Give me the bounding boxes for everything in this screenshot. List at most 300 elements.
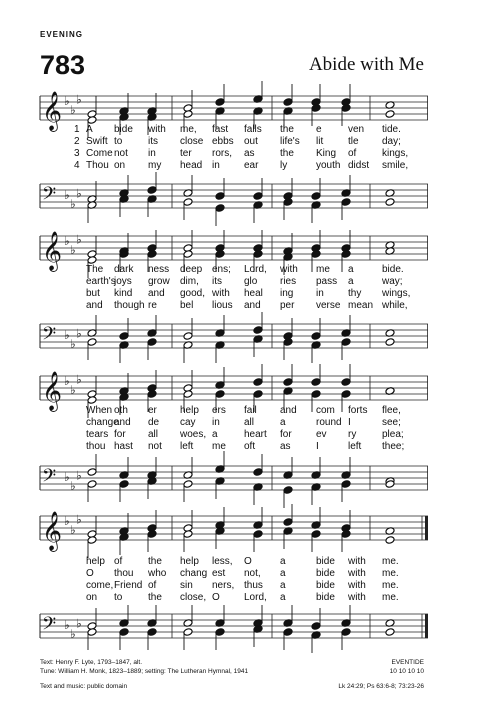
tune-name: EVENTIDE xyxy=(391,659,424,666)
note-head xyxy=(183,332,193,341)
bass-clef-icon: 𝄢 xyxy=(42,184,57,209)
note-head xyxy=(87,468,97,477)
note-head xyxy=(253,378,263,387)
lyric-syllable: fail xyxy=(244,405,257,416)
lyric-syllable: with xyxy=(212,288,230,299)
note-head xyxy=(311,332,321,341)
lyric-syllable: for xyxy=(280,429,292,440)
lyric-syllable: King xyxy=(316,148,337,159)
lyric-syllable: good, xyxy=(180,288,206,299)
note-head xyxy=(119,332,129,341)
lyric-line xyxy=(40,288,428,300)
lyric-syllable: left xyxy=(180,441,194,452)
note-head xyxy=(183,110,193,119)
text-credit: Text: Henry F. Lyte, 1793–1847, alt. xyxy=(40,659,143,666)
lyric-syllable: a xyxy=(348,264,354,275)
note-head xyxy=(385,338,395,347)
lyric-syllable: thy xyxy=(348,288,362,299)
hymn-title: Abide with Me xyxy=(308,54,424,75)
lyric-syllable: and xyxy=(148,288,165,299)
svg-text:♭: ♭ xyxy=(64,94,70,108)
note-head xyxy=(253,390,263,399)
lyric-line xyxy=(40,124,428,136)
lyric-syllable: est xyxy=(212,568,226,579)
lyric-syllable: in xyxy=(316,288,324,299)
note-head xyxy=(119,480,129,489)
rights-notice: Text and music: public domain xyxy=(40,683,128,690)
lyric-syllable: help xyxy=(180,556,199,567)
note-head xyxy=(311,622,321,631)
lyric-syllable: me. xyxy=(382,592,399,603)
lyric-syllable: re xyxy=(148,300,157,311)
note-head xyxy=(311,390,321,399)
lyric-syllable: a xyxy=(280,568,286,579)
lyric-syllable: me xyxy=(316,264,330,275)
lyric-syllable: e xyxy=(316,124,322,135)
lyric-syllable: ven xyxy=(348,124,365,135)
lyric-syllable: rors, xyxy=(212,148,232,159)
note-head xyxy=(311,104,321,113)
note-head xyxy=(215,250,225,259)
lyric-syllable: help xyxy=(180,405,199,416)
verse-number: 4 xyxy=(74,160,80,171)
lyric-syllable: heal xyxy=(244,288,263,299)
system-1-lyrics xyxy=(40,124,428,172)
lyric-syllable: me. xyxy=(382,568,399,579)
lyric-syllable: not xyxy=(148,441,162,452)
svg-text:♭: ♭ xyxy=(70,243,76,257)
svg-text:♭: ♭ xyxy=(76,186,82,201)
note-head xyxy=(385,536,395,545)
note-head xyxy=(283,338,293,347)
verse-number: 3 xyxy=(74,148,80,159)
lyric-syllable: though xyxy=(114,300,145,311)
note-head xyxy=(183,628,193,637)
system-2-bass-staff xyxy=(40,316,428,360)
lyric-syllable: and xyxy=(244,300,261,311)
lyric-syllable: ers xyxy=(212,405,226,416)
note-head xyxy=(341,390,351,399)
lyric-syllable: the xyxy=(280,148,294,159)
lyric-syllable: forts xyxy=(348,405,368,416)
bass-clef-icon: 𝄢 xyxy=(42,614,57,639)
lyric-line xyxy=(40,417,428,429)
meter: 10 10 10 10 xyxy=(389,668,424,675)
svg-text:♭: ♭ xyxy=(64,234,70,248)
lyric-syllable: all xyxy=(148,429,159,440)
lyric-syllable: less, xyxy=(212,556,233,567)
lyric-syllable: grow xyxy=(148,276,170,287)
svg-text:♭: ♭ xyxy=(76,232,82,247)
lyric-syllable: its xyxy=(148,136,158,147)
svg-text:♭: ♭ xyxy=(70,337,76,351)
bass-staff-lines xyxy=(40,176,428,220)
lyric-syllable: a xyxy=(280,556,286,567)
bass-staff-lines xyxy=(40,316,428,360)
lyric-syllable: ens; xyxy=(212,264,231,275)
lyric-syllable: kings, xyxy=(382,148,409,159)
lyric-syllable: left xyxy=(348,441,362,452)
note-head xyxy=(283,378,293,387)
note-head xyxy=(87,116,97,125)
note-head xyxy=(311,192,321,201)
note-head xyxy=(183,390,193,399)
lyric-syllable: way; xyxy=(382,276,403,287)
lyric-syllable: come, xyxy=(86,580,114,591)
lyric-syllable: with xyxy=(348,592,366,603)
note-head xyxy=(341,198,351,207)
lyric-syllable: Come xyxy=(86,148,113,159)
lyric-line xyxy=(40,592,428,604)
lyric-syllable: joys xyxy=(114,276,132,287)
note-head xyxy=(385,110,395,119)
lyric-syllable: all xyxy=(244,417,255,428)
bass-staff-lines xyxy=(40,458,428,502)
lyric-syllable: wings, xyxy=(382,288,411,299)
lyric-line xyxy=(40,429,428,441)
lyric-syllable: didst xyxy=(348,160,370,171)
lyric-syllable: oth xyxy=(114,405,128,416)
lyric-syllable: change xyxy=(86,417,119,428)
lyric-syllable: When xyxy=(86,405,113,416)
note-head xyxy=(147,186,157,195)
treble-clef-icon: 𝄞 xyxy=(42,231,63,271)
lyric-syllable: cay xyxy=(180,417,196,428)
note-head xyxy=(311,530,321,539)
note-head xyxy=(147,628,157,637)
lyric-syllable: on xyxy=(114,160,126,171)
svg-text:♭: ♭ xyxy=(76,372,82,387)
lyric-syllable: in xyxy=(212,160,220,171)
lyric-syllable: but xyxy=(86,288,100,299)
svg-text:♭: ♭ xyxy=(64,374,70,388)
lyric-syllable: ebbs xyxy=(212,136,234,147)
note-head xyxy=(253,250,263,259)
note-head xyxy=(87,338,97,347)
note-head xyxy=(87,256,97,265)
lyric-syllable: a xyxy=(280,580,286,591)
lyric-syllable: I xyxy=(348,417,351,428)
note-head xyxy=(253,468,263,477)
note-head xyxy=(87,536,97,545)
lyric-syllable: Thou xyxy=(86,160,109,171)
lyric-syllable: ev xyxy=(316,429,327,440)
lyric-syllable: thou xyxy=(86,441,106,452)
section-label: EVENING xyxy=(40,30,84,39)
treble-clef-icon: 𝄞 xyxy=(42,91,63,131)
lyric-syllable: help xyxy=(86,556,105,567)
svg-text:♭: ♭ xyxy=(64,188,70,202)
note-head xyxy=(283,98,293,107)
svg-text:♭: ♭ xyxy=(64,618,70,632)
lyric-syllable: earth's xyxy=(86,276,116,287)
lyric-line xyxy=(40,264,428,276)
lyric-syllable: ness xyxy=(148,264,170,275)
lyric-syllable: de xyxy=(148,417,160,428)
note-head xyxy=(341,338,351,347)
system-4-lyrics xyxy=(40,556,428,604)
lyric-syllable: bide xyxy=(316,580,335,591)
note-head xyxy=(147,530,157,539)
lyric-syllable: er xyxy=(148,405,157,416)
lyric-syllable: ries xyxy=(280,276,297,287)
lyric-syllable: chang xyxy=(180,568,208,579)
lyric-syllable: youth xyxy=(316,160,341,171)
note-head xyxy=(119,628,129,637)
lyric-syllable: Swift xyxy=(86,136,108,147)
lyric-syllable: of xyxy=(348,148,357,159)
lyric-line xyxy=(40,568,428,580)
tune-credit: Tune: William H. Monk, 1823–1889; setting: The Lutheran Hymnal, 1941 xyxy=(40,668,249,675)
lyric-syllable: life's xyxy=(280,136,300,147)
lyric-syllable: with xyxy=(348,568,366,579)
lyric-syllable: the xyxy=(280,124,294,135)
svg-text:♭: ♭ xyxy=(64,470,70,484)
note-head xyxy=(183,480,193,489)
lyric-syllable: the xyxy=(148,592,162,603)
lyric-syllable: me. xyxy=(382,556,399,567)
lyric-syllable: to xyxy=(114,592,123,603)
lyric-syllable: not xyxy=(114,148,128,159)
lyric-syllable: close, xyxy=(180,592,207,603)
lyric-syllable: fast xyxy=(212,124,229,135)
note-head xyxy=(311,250,321,259)
lyric-syllable: in xyxy=(212,417,220,428)
lyric-syllable: Lord, xyxy=(244,592,267,603)
lyric-syllable: ear xyxy=(244,160,259,171)
lyric-syllable: bide xyxy=(114,124,133,135)
lyric-syllable: com xyxy=(316,405,335,416)
svg-text:♭: ♭ xyxy=(70,479,76,493)
note-head xyxy=(87,628,97,637)
lyric-syllable: while, xyxy=(382,300,408,311)
lyric-syllable: bide. xyxy=(382,264,404,275)
lyric-syllable: with xyxy=(148,124,166,135)
lyric-syllable: A xyxy=(86,124,93,135)
note-head xyxy=(183,250,193,259)
lyric-syllable: thus xyxy=(244,580,263,591)
lyric-syllable: bide xyxy=(316,592,335,603)
lyric-syllable: me. xyxy=(382,580,399,591)
lyric-syllable: The xyxy=(86,264,104,275)
lyric-syllable: to xyxy=(114,136,123,147)
lyric-syllable: of xyxy=(148,580,157,591)
note-head xyxy=(215,390,225,399)
lyric-line xyxy=(40,276,428,288)
note-head xyxy=(341,104,351,113)
system-3-bass-staff xyxy=(40,458,428,502)
lyric-line xyxy=(40,148,428,160)
lyric-line xyxy=(40,160,428,172)
lyric-syllable: out xyxy=(244,136,258,147)
lyric-line xyxy=(40,136,428,148)
lyric-syllable: I xyxy=(316,441,319,452)
lyric-syllable: Friend xyxy=(114,580,143,591)
lyric-syllable: my xyxy=(148,160,162,171)
note-head xyxy=(253,192,263,201)
lyric-syllable: round xyxy=(316,417,342,428)
system-3-lyrics xyxy=(40,405,428,453)
treble-staff-lines xyxy=(40,508,428,552)
note-head xyxy=(147,390,157,399)
lyric-syllable: hast xyxy=(114,441,133,452)
svg-text:♭: ♭ xyxy=(76,92,82,107)
note-head xyxy=(215,204,225,213)
lyric-syllable: lious xyxy=(212,300,233,311)
lyric-syllable: dark xyxy=(114,264,134,275)
note-head xyxy=(341,378,351,387)
system-4-treble-staff xyxy=(40,508,428,552)
treble-clef-icon: 𝄞 xyxy=(42,371,63,411)
verse-number: 1 xyxy=(74,124,80,135)
lyric-syllable: and xyxy=(280,405,297,416)
lyric-syllable: as xyxy=(244,148,255,159)
bass-clef-icon: 𝄢 xyxy=(42,466,57,491)
note-head xyxy=(215,98,225,107)
note-head xyxy=(87,480,97,489)
lyric-line xyxy=(40,556,428,568)
lyric-syllable: me xyxy=(212,441,226,452)
note-head xyxy=(385,198,395,207)
lyric-syllable: sin xyxy=(180,580,193,591)
lyric-syllable: ter xyxy=(180,148,192,159)
note-head xyxy=(147,338,157,347)
lyric-syllable: with xyxy=(348,580,366,591)
lyric-syllable: not, xyxy=(244,568,261,579)
lyric-syllable: a xyxy=(212,429,218,440)
bass-staff-lines xyxy=(40,606,428,650)
note-head xyxy=(183,198,193,207)
lyric-syllable: ners, xyxy=(212,580,235,591)
note-head xyxy=(283,198,293,207)
lyric-syllable: in xyxy=(148,148,156,159)
lyric-syllable: O xyxy=(244,556,252,567)
note-head xyxy=(215,628,225,637)
lyric-syllable: close xyxy=(180,136,204,147)
lyric-syllable: ry xyxy=(348,429,357,440)
lyric-syllable: dim, xyxy=(180,276,199,287)
note-head xyxy=(215,192,225,201)
lyric-syllable: bel xyxy=(180,300,194,311)
note-head xyxy=(283,628,293,637)
note-head xyxy=(341,250,351,259)
svg-text:♭: ♭ xyxy=(76,512,82,527)
lyric-syllable: with xyxy=(280,264,298,275)
lyric-syllable: a xyxy=(280,417,286,428)
lyric-line xyxy=(40,441,428,453)
lyric-line xyxy=(40,580,428,592)
lyric-syllable: the xyxy=(148,556,162,567)
lyric-syllable: plea; xyxy=(382,429,404,440)
note-head xyxy=(283,518,293,527)
note-head xyxy=(183,530,193,539)
hymn-number: 783 xyxy=(40,50,86,80)
lyric-syllable: falls xyxy=(244,124,262,135)
lyric-syllable: O xyxy=(212,592,220,603)
lyric-line xyxy=(40,300,428,312)
system-2-lyrics xyxy=(40,264,428,312)
svg-text:♭: ♭ xyxy=(76,468,82,483)
svg-text:♭: ♭ xyxy=(70,627,76,641)
svg-text:♭: ♭ xyxy=(76,616,82,631)
lyric-syllable: tears xyxy=(86,429,109,440)
system-1-bass-staff xyxy=(40,176,428,220)
note-head xyxy=(341,530,351,539)
lyric-syllable: verse xyxy=(316,300,341,311)
lyric-syllable: lit xyxy=(316,136,324,147)
lyric-syllable: who xyxy=(148,568,167,579)
bass-clef-icon: 𝄢 xyxy=(42,324,57,349)
lyric-syllable: bide xyxy=(316,568,335,579)
verse-number: 2 xyxy=(74,136,80,147)
lyric-syllable: O xyxy=(86,568,94,579)
lyric-syllable: me, xyxy=(180,124,197,135)
note-head xyxy=(253,326,263,335)
lyric-syllable: on xyxy=(86,592,98,603)
svg-text:♭: ♭ xyxy=(70,197,76,211)
lyric-syllable: per xyxy=(280,300,295,311)
lyric-syllable: flee, xyxy=(382,405,401,416)
lyric-syllable: oft xyxy=(244,441,256,452)
svg-text:♭: ♭ xyxy=(70,523,76,537)
svg-text:♭: ♭ xyxy=(70,383,76,397)
lyric-syllable: and xyxy=(114,417,131,428)
lyric-syllable: with xyxy=(348,556,366,567)
lyric-syllable: ly xyxy=(280,160,288,171)
svg-text:♭: ♭ xyxy=(64,514,70,528)
lyric-syllable: mean xyxy=(348,300,374,311)
lyric-syllable: thou xyxy=(114,568,134,579)
note-head xyxy=(341,628,351,637)
lyric-syllable: kind xyxy=(114,288,133,299)
lyric-syllable: smile, xyxy=(382,160,409,171)
lyric-syllable: ing xyxy=(280,288,294,299)
note-head xyxy=(385,628,395,637)
lyric-syllable: its xyxy=(212,276,222,287)
lyric-syllable: pass xyxy=(316,276,338,287)
lyric-syllable: heart xyxy=(244,429,267,440)
system-4-bass-staff xyxy=(40,606,428,650)
lyric-syllable: tle xyxy=(348,136,359,147)
lyric-syllable: thee; xyxy=(382,441,405,452)
lyric-syllable: tide. xyxy=(382,124,401,135)
note-head xyxy=(147,250,157,259)
note-head xyxy=(311,378,321,387)
scripture-references: Lk 24:29; Ps 63:6-8; 73:23-26 xyxy=(338,683,424,690)
lyric-syllable: a xyxy=(348,276,354,287)
lyric-syllable: head xyxy=(180,160,203,171)
lyric-syllable: for xyxy=(114,429,126,440)
note-head xyxy=(87,396,97,405)
lyric-syllable: day; xyxy=(382,136,401,147)
lyric-syllable: see; xyxy=(382,417,401,428)
lyric-syllable: bide xyxy=(316,556,335,567)
lyric-syllable: deep xyxy=(180,264,203,275)
lyric-syllable: glo xyxy=(244,276,258,287)
lyric-syllable: and xyxy=(86,300,103,311)
note-head xyxy=(341,480,351,489)
lyric-line xyxy=(40,405,428,417)
note-head xyxy=(253,530,263,539)
lyric-syllable: a xyxy=(280,592,286,603)
svg-text:♭: ♭ xyxy=(64,328,70,342)
treble-clef-icon: 𝄞 xyxy=(42,511,63,551)
lyric-syllable: of xyxy=(114,556,123,567)
lyric-syllable: as xyxy=(280,441,291,452)
svg-text:♭: ♭ xyxy=(70,103,76,117)
lyric-syllable: Lord, xyxy=(244,264,267,275)
note-head xyxy=(283,486,293,495)
